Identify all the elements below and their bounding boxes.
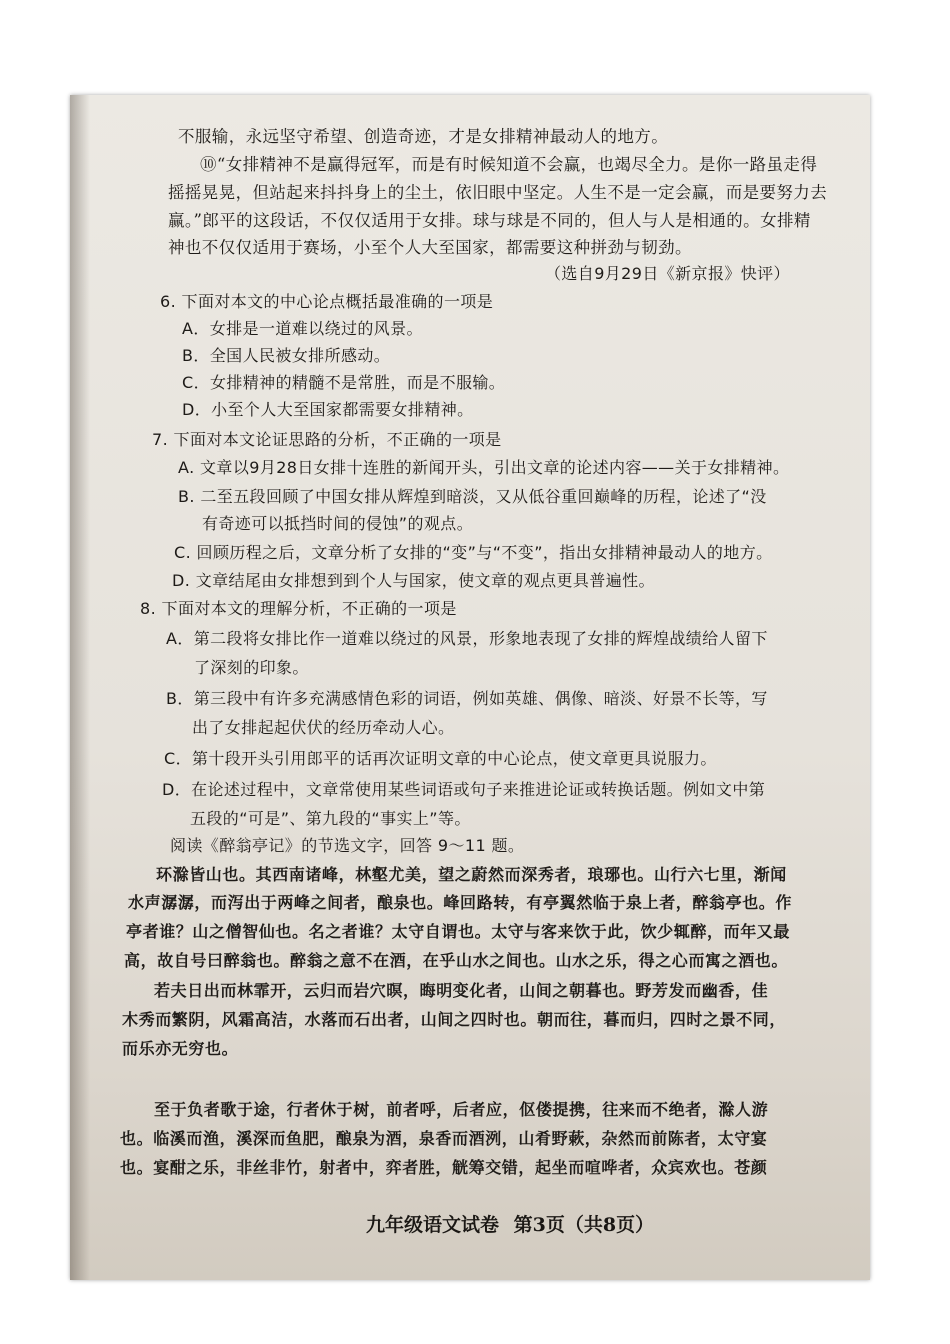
question-8-option-d-line-1: D．在论述过程中，文章常使用某些词语或句子来推进论证或转换话题。例如文中第 [162,780,766,799]
question-8-option-b-line-2: 出了女排起起伏伏的经历牵动人心。 [192,718,455,737]
question-6-option-b: B．全国人民被女排所感动。 [182,346,391,365]
passage-source: （选自9月29日《新京报》快评） [545,264,790,283]
paragraph-10-line-2: 摇摇晃晃，但站起来抖抖身上的尘土，依旧眼中坚定。人生不是一定会赢，而是要努力去 [168,183,828,202]
classical-text-p3-line-1: 至于负者歌于途，行者休于树，前者呼，后者应，伛偻提携，往来而不绝者，滁人游 [154,1100,769,1119]
classical-text-p2-line-2: 木秀而繁阴，风霜高洁，水落而石出者，山间之四时也。朝而往，暮而归，四时之景不同， [122,1010,787,1029]
question-7-option-b-line-2: 有奇迹可以抵挡时间的侵蚀”的观点。 [202,514,474,533]
question-6-option-d: D．小至个人大至国家都需要女排精神。 [182,400,474,419]
classical-text-p1-line-4: 高，故自号曰醉翁也。醉翁之意不在酒，在乎山水之间也。山水之乐，得之心而寓之酒也。 [124,951,789,970]
page-footer [366,1210,662,1237]
classical-text-p2-line-3: 而乐亦无穷也。 [122,1039,239,1058]
question-8-stem: 8. 下面对本文的理解分析，不正确的一项是 [140,599,457,618]
paragraph-10-line-1: ⑩“女排精神不是赢得冠军，而是有时候知道不会赢，也竭尽全力。是你一路虽走得 [200,155,818,174]
paragraph-10-line-4: 神也不仅仅适用于赛场，小至个人大至国家，都需要这种拼劲与韧劲。 [168,238,692,257]
question-8-option-a-line-1: A．第二段将女排比作一道难以绕过的风景，形象地表现了女排的辉煌战绩给人留下 [166,629,768,648]
classical-text-p1-line-2: 水声潺潺，而泻出于两峰之间者，酿泉也。峰回路转，有亭翼然临于泉上者，醉翁亭也。作 [128,893,793,912]
classical-text-p2-line-1: 若夫日出而林霏开，云归而岩穴暝，晦明变化者，山间之朝暮也。野芳发而幽香，佳 [154,981,769,1000]
question-8-option-c: C．第十段开头引用郎平的话再次证明文章的中心论点，使文章更具说服力。 [164,749,717,768]
question-8-option-d-line-2: 五段的“可是”、第九段的“事实上”等。 [190,809,471,828]
page-number: 第3页（共8页） [513,1214,655,1236]
exam-title: 九年级语文试卷 [366,1214,500,1236]
question-6-option-a: A．女排是一道难以绕过的风景。 [182,319,423,338]
question-6-stem: 6. 下面对本文的中心论点概括最准确的一项是 [160,292,494,311]
question-7-option-b-line-1: B. 二至五段回顾了中国女排从辉煌到暗淡，又从低谷重回巅峰的历程，论述了“没 [178,487,767,506]
classical-text-p3-line-2: 也。临溪而渔，溪深而鱼肥，酿泉为酒，泉香而酒洌，山肴野蔌，杂然而前陈者，太守宴 [120,1129,768,1148]
reading-intro: 阅读《醉翁亭记》的节选文字，回答 9～11 题。 [170,836,525,855]
question-7-stem: 7. 下面对本文论证思路的分析，不正确的一项是 [152,430,502,449]
question-7-option-d: D. 文章结尾由女排想到到个人与国家，使文章的观点更具普遍性。 [172,571,655,590]
question-6-option-c: C．女排精神的精髓不是常胜，而是不服输。 [182,373,506,392]
question-7-option-c: C. 回顾历程之后，文章分析了女排的“变”与“不变”，指出女排精神最动人的地方。 [174,543,773,562]
question-8-option-a-line-2: 了深刻的印象。 [194,658,309,677]
question-7-option-a: A. 文章以9月28日女排十连胜的新闻开头，引出文章的论述内容——关于女排精神。 [178,458,790,477]
classical-text-p1-line-1: 环滁皆山也。其西南诸峰，林壑尤美，望之蔚然而深秀者，琅琊也。山行六七里，渐闻 [156,865,787,884]
passage-line: 不服输，永远坚守希望、创造奇迹，才是女排精神最动人的地方。 [178,127,669,146]
classical-text-p1-line-3: 亭者谁？山之僧智仙也。名之者谁？太守自谓也。太守与客来饮于此，饮少辄醉，而年又最 [126,922,791,941]
question-8-option-b-line-1: B．第三段中有许多充满感情色彩的词语，例如英雄、偶像、暗淡、好景不长等，写 [166,689,768,708]
classical-text-p3-line-3: 也。宴酣之乐，非丝非竹，射者中，弈者胜，觥筹交错，起坐而喧哗者，众宾欢也。苍颜 [120,1158,768,1177]
exam-page [70,95,870,1280]
paragraph-10-line-3: 赢。”郎平的这段话，不仅仅适用于女排。球与球是不同的，但人与人是相通的。女排精 [168,211,811,230]
